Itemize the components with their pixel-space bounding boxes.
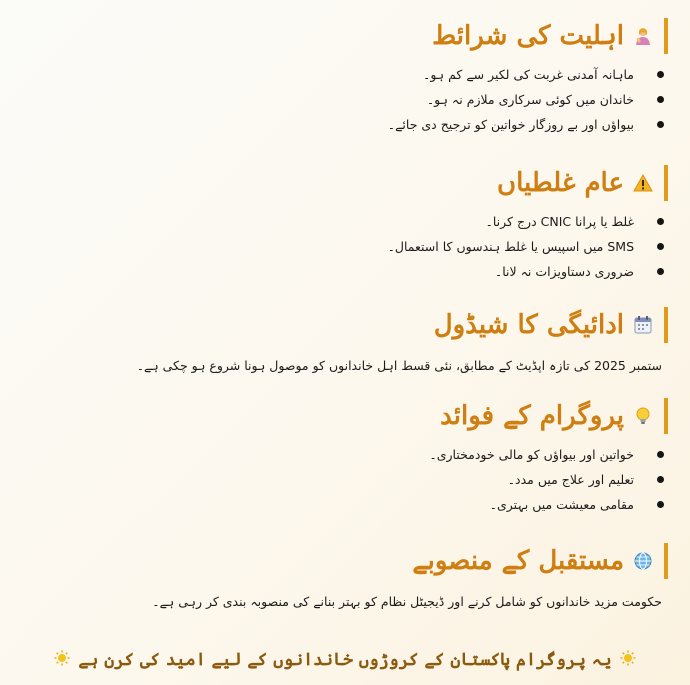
section-heading [20,398,668,434]
list-item: غلط یا پرانا CNIC درج کرنا۔ [20,209,634,234]
section-heading [20,18,668,54]
section-future-plans [20,543,668,613]
list-item: SMS میں اسپیس یا غلط ہندسوں کا استعمال۔ [20,234,634,259]
list-item: خواتین اور بیواؤں کو مالی خودمختاری۔ [20,442,634,467]
section-heading [20,543,668,579]
list-item: خاندان میں کوئی سرکاری ملازم نہ ہو۔ [20,87,634,112]
section-common-mistakes [20,165,668,284]
list-item: تعلیم اور علاج میں مدد۔ [20,467,634,492]
footer-text: یہ پروگرام پاکستان کے کروڑوں خاندانوں کے لیے امید کی کرن ہے [78,650,612,670]
lightbulb-icon [632,405,654,427]
list-item: بیواؤں اور بے روزگار خواتین کو ترجیح دی جائے۔ [20,112,634,137]
section-title: ادائیگی کا شیڈول [433,310,624,340]
bullet-list [20,442,668,517]
section-title: اہلیت کی شرائط [432,21,624,51]
warning-icon [632,172,654,194]
section-payment-schedule [20,307,668,377]
list-item: مقامی معیشت میں بہتری۔ [20,492,634,517]
glowing-sun-icon [54,649,70,673]
section-title: مستقبل کے منصوبے [412,546,624,576]
section-title: پروگرام کے فوائد [440,401,624,431]
list-item: ضروری دستاویزات نہ لانا۔ [20,259,634,284]
calendar-icon [632,314,654,336]
globe-icon [632,550,654,572]
glowing-sun-icon [620,649,636,673]
bullet-list [20,209,668,284]
section-eligibility [20,18,668,137]
section-program-benefits [20,398,668,517]
section-heading [20,165,668,201]
section-paragraph: حکومت مزید خاندانوں کو شامل کرنے اور ڈیجیٹل نظام کو بہتر بنانے کی منصوبہ بندی کر رہی ہے۔ [152,594,662,609]
list-item: ماہانہ آمدنی غربت کی لکیر سے کم ہو۔ [20,62,634,87]
section-heading [20,307,668,343]
bullet-list [20,62,668,137]
section-title: عام غلطیاں [497,168,624,198]
footer-tagline [0,648,690,673]
woman-gesturing-icon [632,25,654,47]
section-paragraph: ستمبر 2025 کی تازہ اپڈیٹ کے مطابق، نئی قسط اہل خاندانوں کو موصول ہونا شروع ہو چکی ہے۔ [136,358,662,373]
